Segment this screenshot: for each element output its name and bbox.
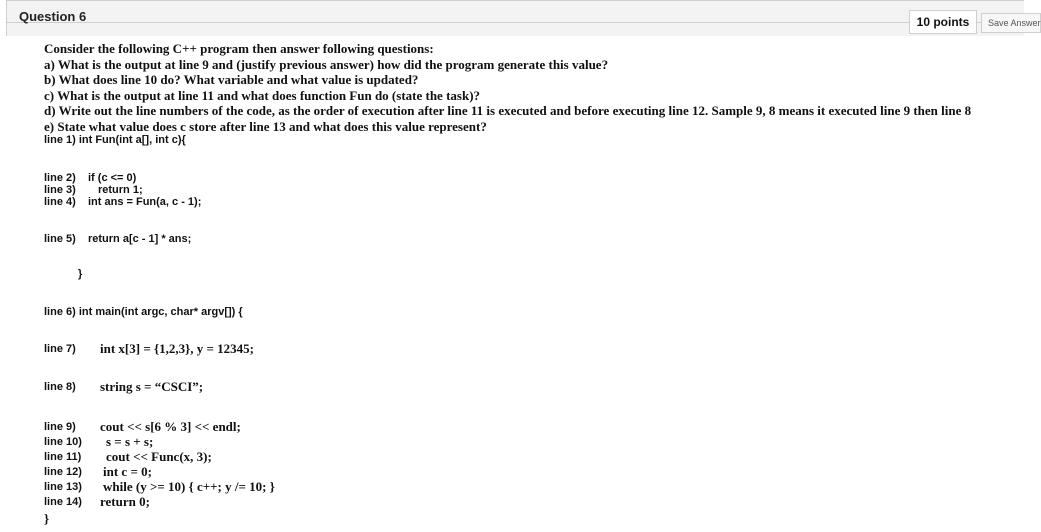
code-line-3: return 1; (98, 184, 143, 196)
code-line-12: int c = 0; (103, 464, 152, 479)
question-e: e) State what value does c store after line 13 and what does this value represent? (44, 118, 487, 134)
question-c: c) What is the output at line 11 and what does function Fun do (state the task)? (44, 87, 481, 103)
code-line-13-label: line 13) (44, 481, 82, 493)
question-intro: Consider the following C++ program then answer following questions: (44, 41, 434, 56)
code-line-7: int x[3] = {1,2,3}, y = 12345; (100, 341, 254, 356)
question-title: Question 6 (19, 9, 87, 24)
code-line-10: s = s + s; (106, 434, 154, 449)
function-closing-brace: } (78, 268, 83, 280)
points-badge: 10 points (909, 10, 977, 34)
header-divider (7, 22, 1024, 23)
question-b: b) What does line 10 do? What variable and what value is updated? (44, 72, 419, 87)
code-line-4-label: line 4) (44, 196, 76, 208)
code-line-7-label: line 7) (44, 343, 76, 355)
question-d: d) Write out the line numbers of the code, as the order of execution after line 11 is executed and before executing line 12. Sample 9, 8 means it executed line 9 then line 8 (44, 103, 972, 118)
question-header (6, 0, 1041, 36)
code-line-4: int ans = Fun(a, c - 1); (88, 196, 202, 208)
question-prompt (44, 41, 1024, 134)
code-line-3-label: line 3) (44, 184, 76, 196)
code-line-9-label: line 9) (44, 421, 76, 433)
code-line-12-label: line 12) (44, 466, 82, 478)
code-line-14-label: line 14) (44, 496, 82, 508)
code-line-2-label: line 2) (44, 172, 76, 184)
code-line-11: cout << Func(x, 3); (106, 449, 212, 464)
main-closing-brace: } (44, 511, 50, 526)
code-line-5: return a[c - 1] * ans; (88, 233, 192, 245)
code-line-2: if (c <= 0) (88, 172, 137, 184)
code-line-13: while (y >= 10) { c++; y /= 10; } (103, 479, 275, 494)
code-line-8: string s = “CSCI”; (100, 379, 204, 394)
code-line-10-label: line 10) (44, 436, 82, 448)
code-line-11-label: line 11) (44, 451, 82, 463)
code-line-5-label: line 5) (44, 233, 76, 245)
save-answer-button[interactable]: Save Answer (981, 13, 1041, 33)
code-line-6: line 6) int main(int argc, char* argv[]) { (44, 306, 243, 318)
code-line-8-label: line 8) (44, 381, 76, 393)
code-line-14: return 0; (100, 494, 150, 509)
code-line-1: line 1) int Fun(int a[], int c){ (44, 134, 186, 146)
code-line-9: cout << s[6 % 3] << endl; (100, 419, 241, 434)
question-a: a) What is the output at line 9 and (justify previous answer) how did the program generate this value? (44, 56, 609, 72)
